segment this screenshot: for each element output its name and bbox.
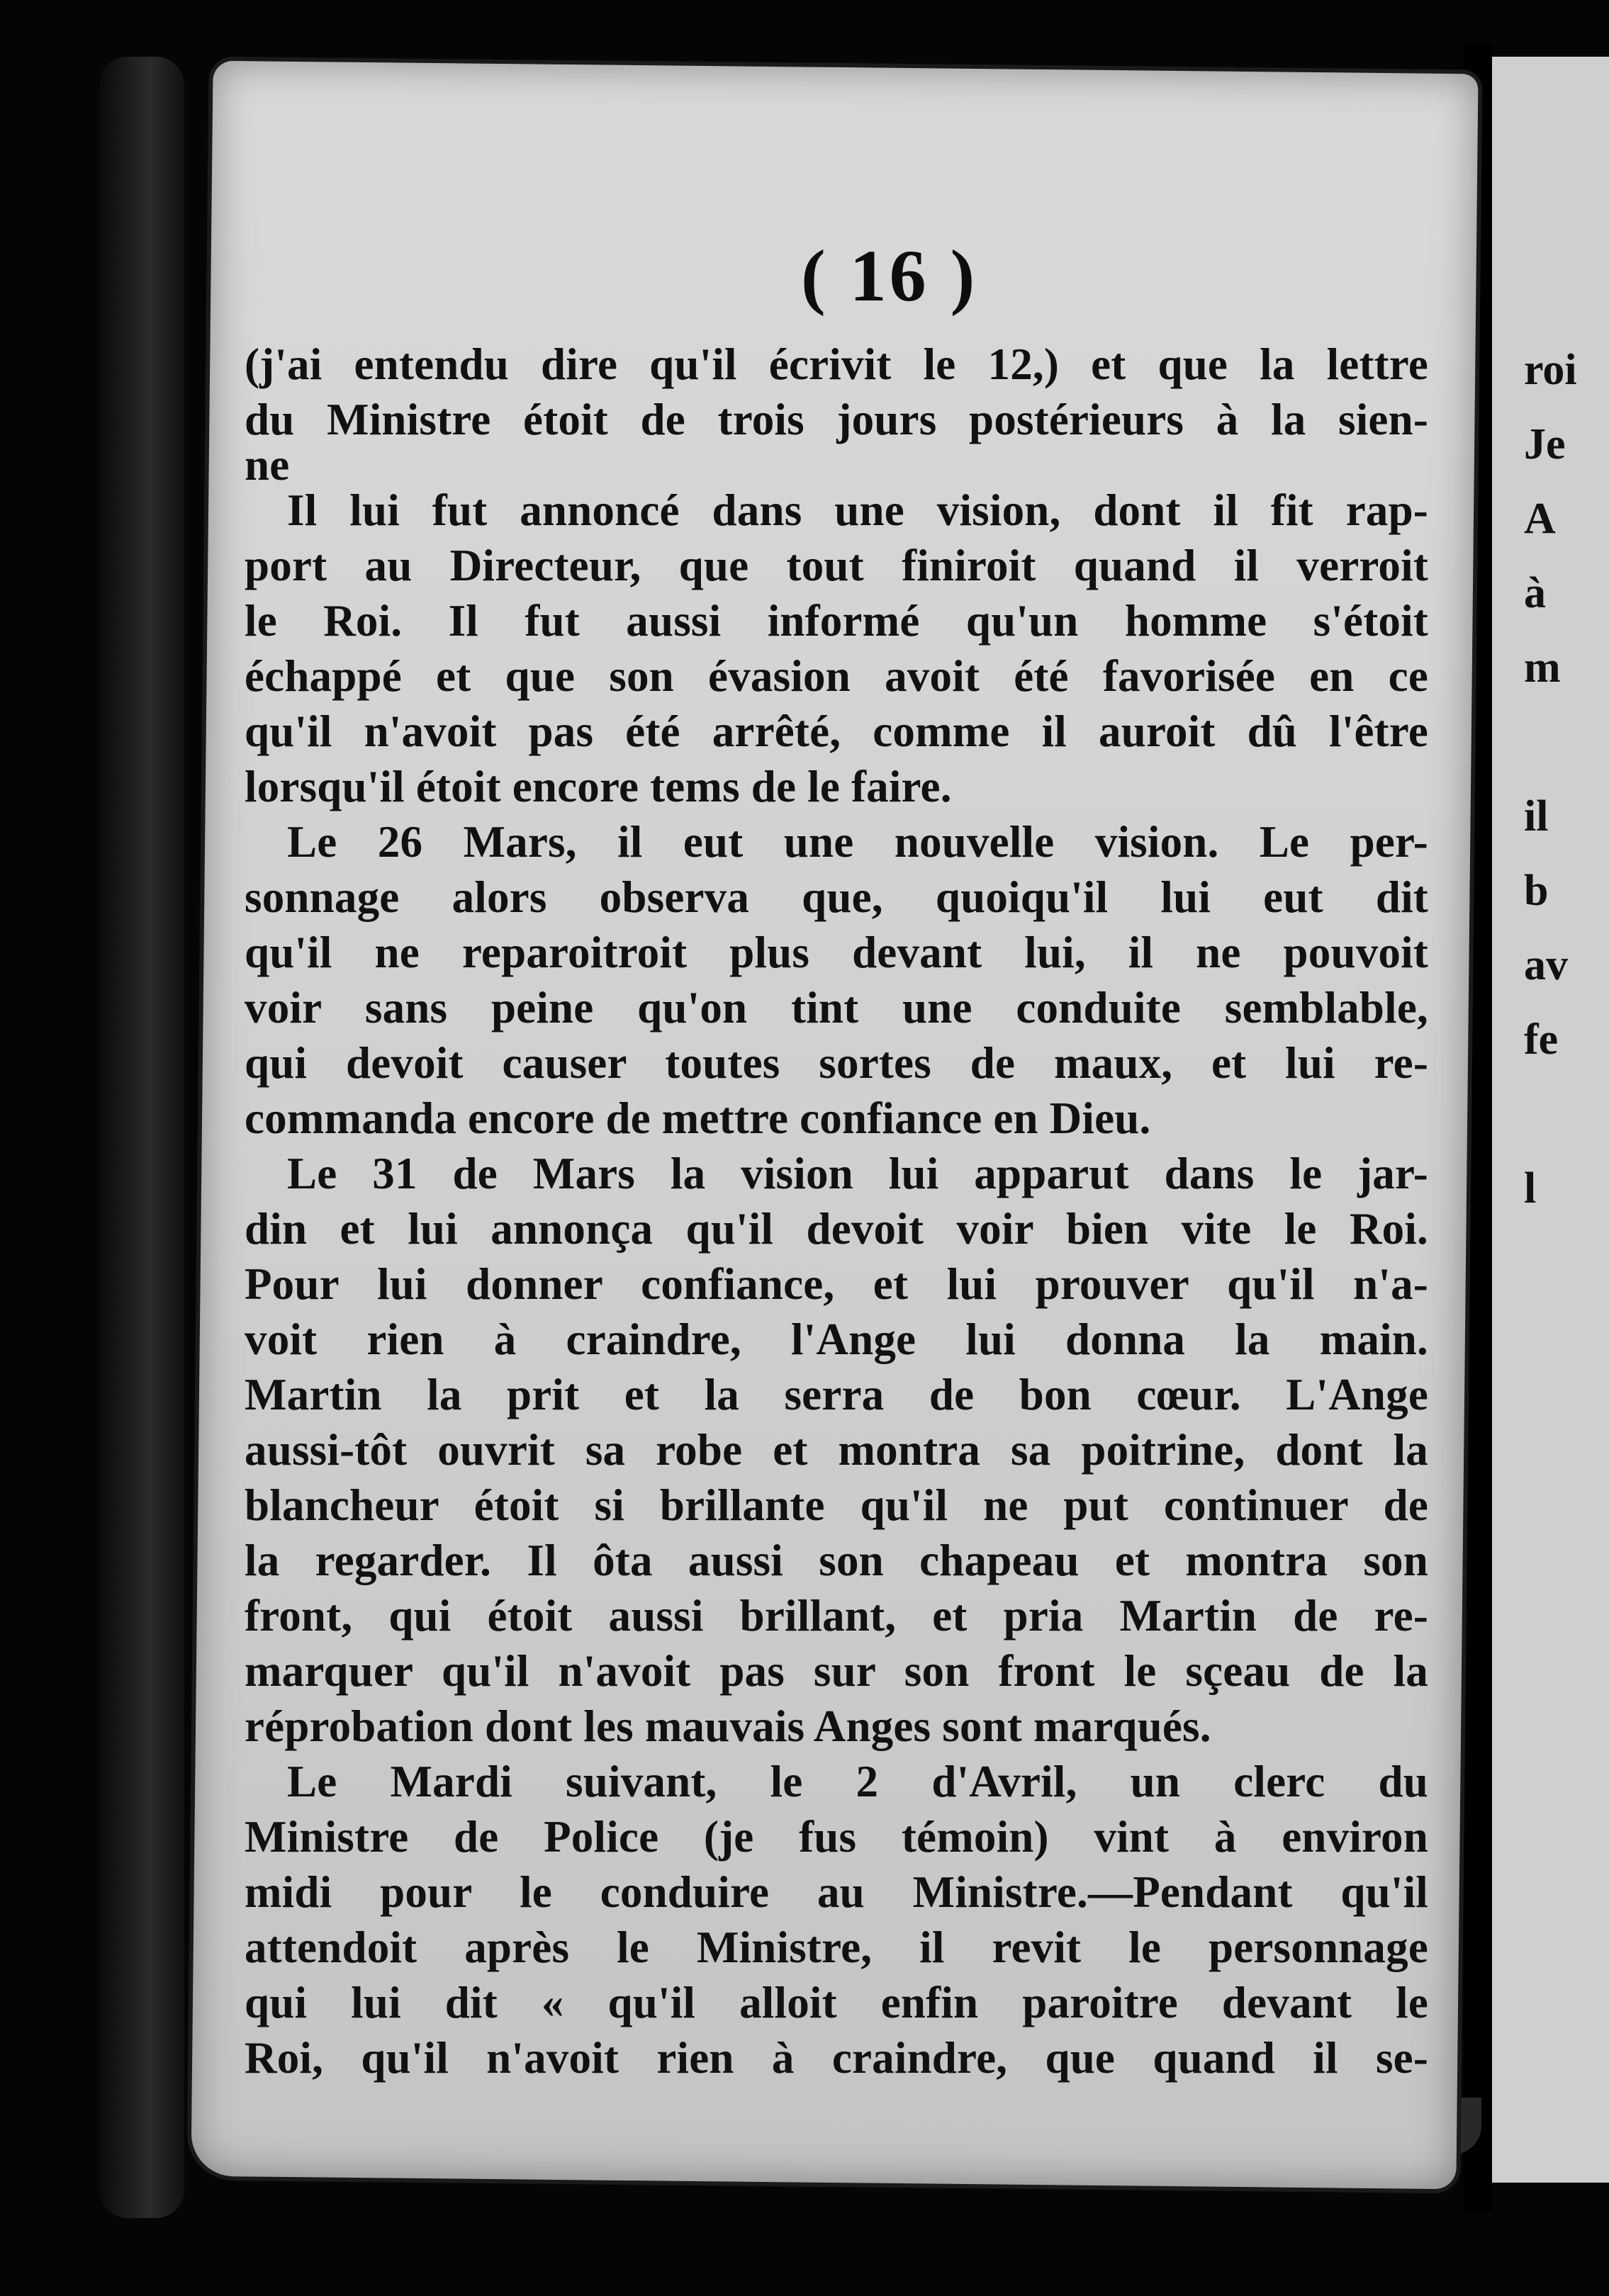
page-number: ( 16 ) xyxy=(801,235,978,317)
text-line: front, qui étoit aussi brillant, et pria Martin de re- xyxy=(245,1591,1428,1641)
text-line: lorsqu'il étoit encore tems de le faire. xyxy=(245,762,952,811)
text-line: qui devoit causer toutes sortes de maux, et lui re- xyxy=(245,1038,1428,1088)
text-line: (j'ai entendu dire qu'il écrivit le 12,) et que la lettre xyxy=(245,339,1428,389)
body-text xyxy=(245,337,1428,2086)
text-line: din et lui annonça qu'il devoit voir bien vite le Roi. xyxy=(245,1204,1428,1254)
text-line: aussi-tôt ouvrit sa robe et montra sa poitrine, dont la xyxy=(245,1425,1428,1475)
text-line: échappé et que son évasion avoit été favorisée en ce xyxy=(245,651,1428,701)
text-line: qu'il ne reparoitroit plus devant lui, il ne pouvoit xyxy=(245,928,1428,977)
text-line: Le Mardi suivant, le 2 d'Avril, un clerc du xyxy=(287,1757,1428,1806)
text-line: le Roi. Il fut aussi informé qu'un homme s'étoit xyxy=(245,596,1428,646)
text-line: Ministre de Police (je fus témoin) vint à environ xyxy=(245,1812,1428,1862)
text-line: qui lui dit « qu'il alloit enfin paroitre devant le xyxy=(245,1978,1428,2027)
text-line: attendoit après le Ministre, il revit le personnage xyxy=(245,1923,1428,1972)
text-line: midi pour le conduire au Ministre.—Pendant qu'il xyxy=(245,1867,1428,1917)
text-line: sonnage alors observa que, quoiqu'il lui eut dit xyxy=(245,872,1428,922)
text-line: marquer qu'il n'avoit pas sur son front le sçeau de la xyxy=(245,1646,1428,1696)
text-line: commanda encore de mettre confiance en Dieu. xyxy=(245,1093,1151,1143)
text-line: Roi, qu'il n'avoit rien à craindre, que quand il se- xyxy=(245,2033,1428,2083)
book-spine xyxy=(99,57,184,2218)
text-line: port au Directeur, que tout finiroit quand il verroit xyxy=(245,541,1428,590)
text-line: du Ministre étoit de trois jours postérieurs à la sien- xyxy=(245,395,1428,444)
text-line: Il lui fut annoncé dans une vision, dont il fit rap- xyxy=(287,485,1428,535)
text-line: réprobation dont les mauvais Anges sont marqués. xyxy=(245,1701,1211,1751)
text-line: Martin la prit et la serra de bon cœur. L'Ange xyxy=(245,1370,1428,1419)
text-line: Pour lui donner confiance, et lui prouver qu'il n'a- xyxy=(245,1259,1428,1309)
text-line: Le 26 Mars, il eut une nouvelle vision. Le per- xyxy=(287,817,1428,867)
text-line: Le 31 de Mars la vision lui apparut dans le jar- xyxy=(287,1149,1428,1198)
text-line: voir sans peine qu'on tint une conduite semblable, xyxy=(245,983,1428,1032)
facing-page-text-fragment: roi Je A à m il b av fe l xyxy=(1524,346,1577,1212)
text-line: blancheur étoit si brillante qu'il ne put continuer de xyxy=(245,1480,1428,1530)
text-line: qu'il n'avoit pas été arrêté, comme il auroit dû l'être xyxy=(245,707,1428,756)
text-line: la regarder. Il ôta aussi son chapeau et montra son xyxy=(245,1536,1428,1585)
text-line: voit rien à craindre, l'Ange lui donna la main. xyxy=(245,1315,1428,1364)
text-line: ne xyxy=(245,440,290,490)
